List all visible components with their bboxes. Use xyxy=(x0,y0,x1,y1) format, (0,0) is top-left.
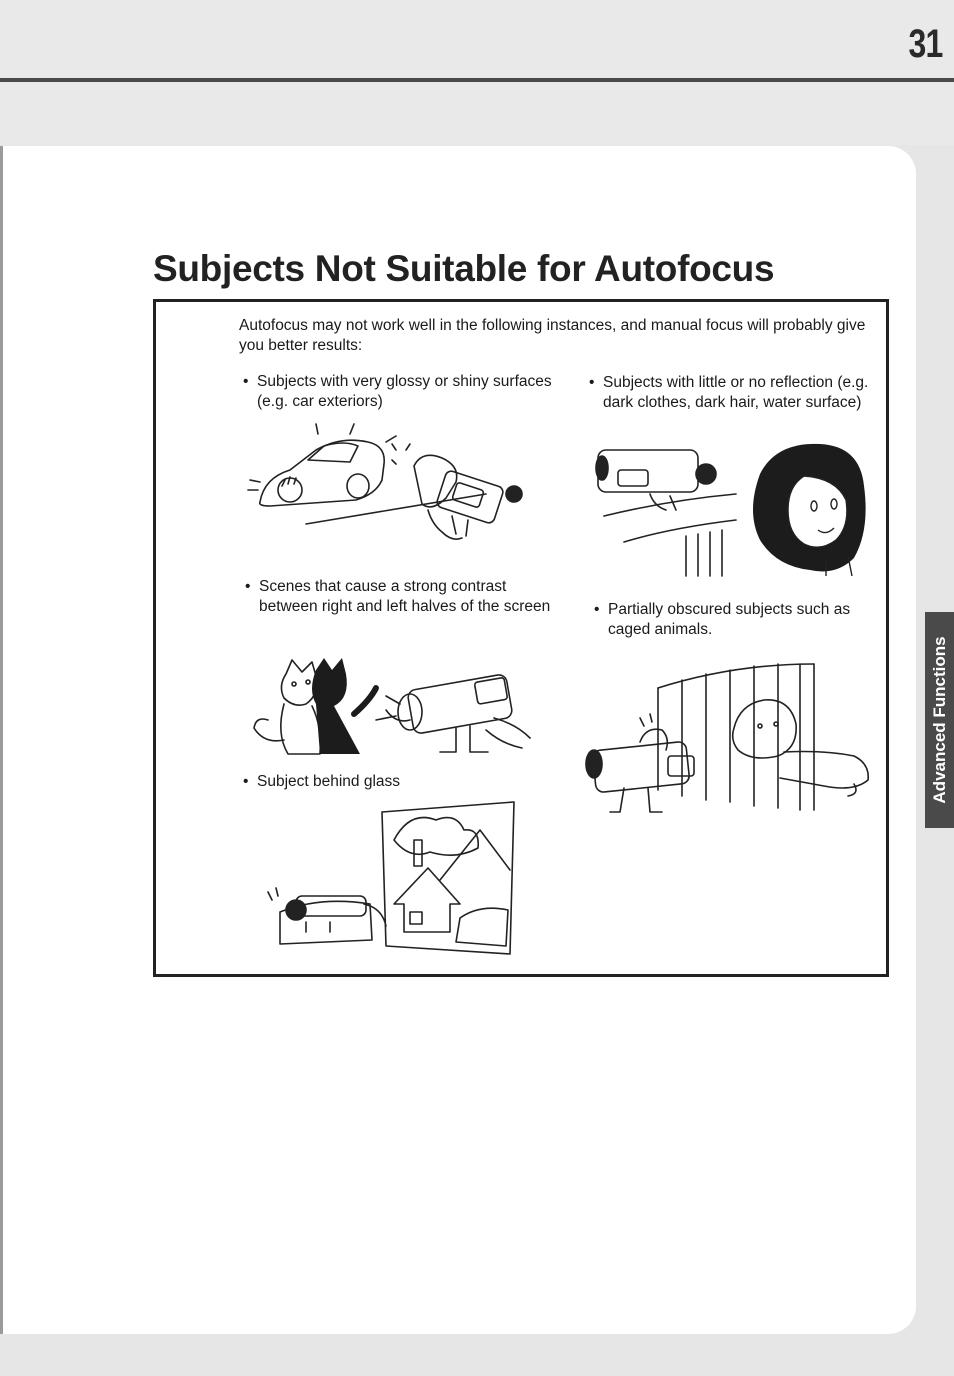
bullet-contrast-scenes: • Scenes that cause a strong contrast between right and left halves of the screen xyxy=(245,577,559,617)
glossy-car-camcorder-illustration xyxy=(246,420,536,550)
dark-hair-woman-camcorder-illustration xyxy=(590,440,875,580)
caged-lion-camcorder-illustration xyxy=(584,660,876,820)
bullet-obscured-subjects: • Partially obscured subjects such as caged animals. xyxy=(594,600,888,640)
bottom-band xyxy=(0,1334,954,1376)
header-rule xyxy=(0,78,954,82)
section-side-tab xyxy=(925,612,954,828)
header-band xyxy=(0,0,954,145)
page-number: 31 xyxy=(908,22,942,66)
bullet-dark-subjects: • Subjects with little or no reflection (e.g. dark clothes, dark hair, water surface) xyxy=(589,373,893,413)
page-title: Subjects Not Suitable for Autofocus xyxy=(153,248,775,289)
window-glass-camcorder-illustration xyxy=(260,800,520,958)
bullet-behind-glass: • Subject behind glass xyxy=(243,772,557,792)
black-white-cats-camcorder-illustration xyxy=(250,654,535,764)
side-tab-label: Advanced Functions xyxy=(929,636,949,804)
intro-text: Autofocus may not work well in the following instances, and manual focus will probably give you better results: xyxy=(239,317,866,354)
paper-edge xyxy=(0,146,3,1334)
bullet-glossy-subjects: • Subjects with very glossy or shiny surfaces (e.g. car exteriors) xyxy=(243,372,557,412)
